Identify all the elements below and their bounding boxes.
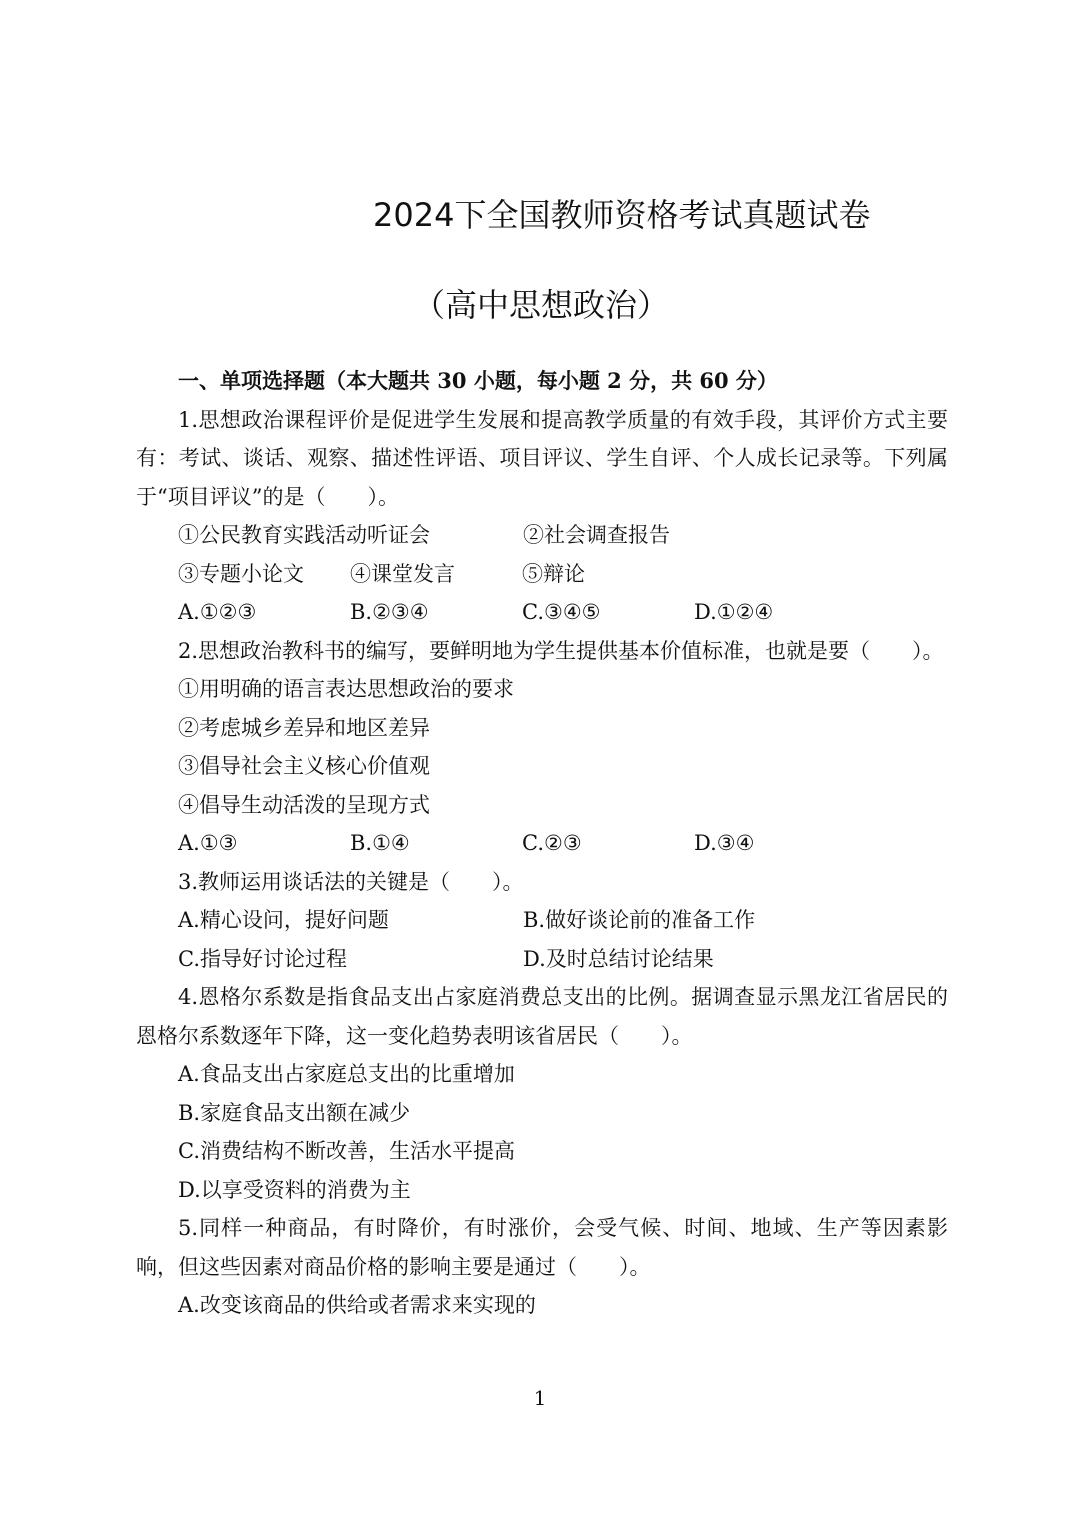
question-4-option-d: D.以享受资料的消费为主	[178, 1177, 411, 1202]
question-1-options	[136, 593, 948, 632]
question-5-option-a: A.改变该商品的供给或者需求来实现的	[178, 1293, 536, 1317]
question-2-options	[136, 824, 948, 863]
question-2-option-b: B.①④	[350, 831, 410, 855]
section-heading: 一、单项选择题（本大题共 30 小题，每小题 2 分，共 60 分）	[178, 368, 778, 393]
question-5-stem: 5.同样一种商品，有时降价，有时涨价，会受气候、时间、地域、生产等因素影响，但这些因素对商品价格的影响主要是通过（ ）。	[136, 1216, 948, 1279]
question-3-option-b: B.做好谈论前的准备工作	[523, 908, 756, 932]
question-1-items-row-2	[136, 555, 948, 594]
question-3-options-row-1	[136, 901, 948, 940]
question-1-item-3: ③专题小论文	[178, 561, 304, 586]
page-subtitle: （高中思想政治）	[413, 286, 670, 324]
question-2-item-2: ②考虑城乡差异和地区差异	[178, 715, 430, 740]
question-3-stem: 3.教师运用谈话法的关键是（ ）。	[178, 869, 524, 894]
question-4-stem: 4.恩格尔系数是指食品支出占家庭消费总支出的比例。据调查显示黑龙江省居民的恩格尔系数逐年下降，这一变化趋势表明该省居民（ ）。	[136, 985, 948, 1048]
question-1-option-c: C.③④⑤	[522, 600, 601, 624]
question-3-options-row-2	[136, 940, 948, 979]
question-4-option-a: A.食品支出占家庭总支出的比重增加	[178, 1062, 515, 1086]
question-1-item-1: ①公民教育实践活动听证会	[178, 523, 430, 547]
question-3-option-a: A.精心设问，提好问题	[178, 908, 389, 932]
question-2-option-a: A.①③	[178, 831, 238, 855]
question-1-option-a: A.①②③	[178, 600, 257, 624]
question-1-stem: 1.思想政治课程评价是促进学生发展和提高教学质量的有效手段，其评价方式主要有：考试、谈话、观察、描述性评语、项目评议、学生自评、个人成长记录等。下列属于“项目评议”的是（ ）。	[136, 407, 948, 509]
page-title: 2024下全国教师资格考试真题试卷	[373, 196, 871, 234]
question-1-option-b: B.②③④	[350, 600, 429, 624]
question-1-items-row-1	[136, 516, 948, 555]
question-2-item-3: ③倡导社会主义核心价值观	[178, 754, 430, 778]
question-3-option-d: D.及时总结讨论结果	[523, 946, 714, 971]
question-3-option-c: C.指导好讨论过程	[178, 946, 347, 971]
page-number: 1	[533, 1386, 547, 1410]
question-2-item-4: ④倡导生动活泼的呈现方式	[178, 792, 430, 817]
question-2-item-1: ①用明确的语言表达思想政治的要求	[178, 677, 514, 701]
question-1-item-2: ②社会调查报告	[523, 523, 670, 547]
question-2-option-d: D.③④	[694, 831, 755, 855]
question-1-option-d: D.①②④	[694, 600, 774, 624]
question-4-option-c: C.消费结构不断改善，生活水平提高	[178, 1139, 515, 1163]
question-2-option-c: C.②③	[522, 831, 582, 855]
question-2-stem: 2.思想政治教科书的编写，要鲜明地为学生提供基本价值标准，也就是要（ ）。	[178, 638, 944, 663]
exam-content	[136, 362, 948, 1325]
question-1-item-4: ④课堂发言	[350, 561, 455, 586]
question-1-item-5: ⑤辩论	[522, 561, 585, 586]
question-4-option-b: B.家庭食品支出额在减少	[178, 1100, 411, 1125]
